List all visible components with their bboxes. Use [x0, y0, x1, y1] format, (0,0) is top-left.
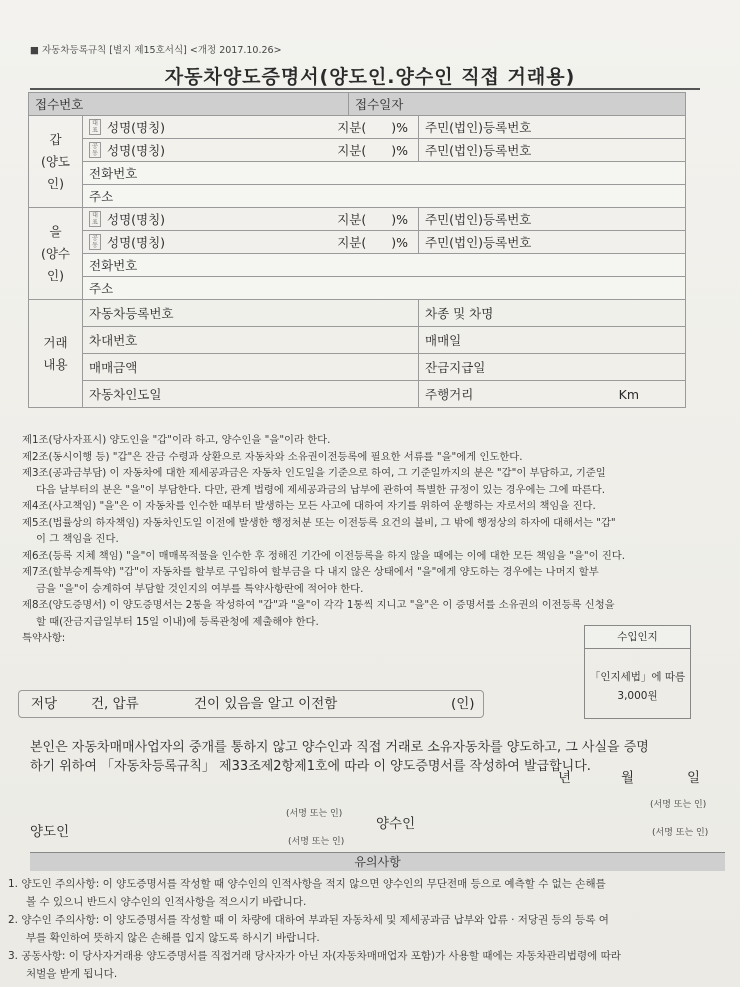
transferor-label-text: 갑 (양도인): [40, 131, 71, 191]
rep-tag: 대표: [89, 119, 101, 135]
pct-label: )%: [391, 212, 408, 227]
pct-label: )%: [391, 120, 408, 135]
note-2: 2. 양수인 주의사항: 이 양도증명서를 작성할 때 이 차량에 대하여 부과된 자동차세 및 제세공과금 납부와 압류 · 저당권 등의 등록 여: [8, 914, 609, 926]
transaction-label: [29, 300, 83, 408]
share-label: 지분(: [337, 212, 367, 227]
share-field: [337, 233, 412, 251]
sign-hint-left-1: (서명 또는 인): [286, 809, 343, 819]
transferor-address-cell[interactable]: 주소: [83, 185, 686, 208]
share-label: 지분(: [337, 143, 367, 158]
transferee-name2-cell[interactable]: [83, 231, 419, 254]
sign-hint-right-1: (서명 또는 인): [650, 800, 707, 810]
statement-line1: 본인은 자동차매매사업자의 중개를 통하지 않고 양수인과 직접 거래로 소유자동차를 양도하고, 그 사실을 증명: [30, 740, 649, 755]
transferor-phone-cell[interactable]: 전화번호: [83, 162, 686, 185]
transferor-phone-row: [29, 162, 686, 185]
stamp-title: 수입인지: [585, 626, 690, 649]
share-field: [337, 118, 412, 136]
special-text-c: 건이 있음을 알고 이전함: [194, 696, 338, 712]
statement-block: [30, 738, 710, 776]
sign-hint-left-2: (서명 또는 인): [288, 837, 345, 847]
transferor-name1-row: [29, 116, 686, 139]
share-label: 지분(: [337, 120, 367, 135]
receipt-no-label: 접수번호: [29, 93, 349, 116]
notes-title-bar: [30, 852, 725, 871]
statement-line2: 하기 위하여 「자동차등록규칙」 제33조제2항제1호에 따라 이 양도증명서를 작성하여 발급합니다.: [30, 759, 591, 774]
transferor-name2-cell[interactable]: [83, 139, 419, 162]
transferee-name1-cell[interactable]: [83, 208, 419, 231]
transferor-address-row: [29, 185, 686, 208]
date-day[interactable]: 일: [687, 770, 701, 786]
clause-5: 제5조(법률상의 하자책임) 자동차인도일 이전에 발생한 행정처분 또는 이전등록 요건의 불비, 그 밖에 행정상의 하자에 대해서는 "갑": [22, 516, 616, 529]
notes-block: [8, 875, 733, 983]
joint-tag: 공동: [89, 234, 101, 250]
clause-2: 제2조(동시이행 등) "갑"은 잔금 수령과 상환으로 자동차와 소유권이전등록에 필요한 서류를 "을"에게 인도한다.: [22, 450, 523, 463]
mileage-label: 주행거리: [425, 387, 474, 402]
transaction-row-2: [29, 327, 686, 354]
transferee-reg1-cell[interactable]: 주민(법인)등록번호: [419, 208, 686, 231]
clause-6: 제6조(등록 지체 책임) "을"이 매매목적물을 인수한 후 정해진 기간에 이전등록을 하지 않을 때에는 이에 대한 모든 책임을 "을"이 진다.: [22, 549, 626, 562]
mileage-unit: Km: [618, 386, 639, 402]
balance-date-cell[interactable]: 잔금지급일: [419, 354, 686, 381]
pct-label: )%: [391, 143, 408, 158]
clause-7-cont: 금을 "을"이 승계하여 부담할 것인지의 여부를 특약사항란에 적어야 한다.: [36, 582, 364, 595]
transferee-address-cell[interactable]: 주소: [83, 277, 686, 300]
transferee-address-row: [29, 277, 686, 300]
share-field: [337, 210, 412, 228]
share-label: 지분(: [337, 235, 367, 250]
share-field: [337, 141, 412, 159]
notes-title: 유의사항: [354, 855, 401, 869]
transaction-row-3: [29, 354, 686, 381]
pct-label: )%: [391, 235, 408, 250]
transferor-sign-label: 양도인: [30, 824, 70, 840]
delivery-date-cell[interactable]: 자동차인도일: [83, 381, 419, 408]
transferor-reg1-cell[interactable]: 주민(법인)등록번호: [419, 116, 686, 139]
revenue-stamp-box: [584, 625, 691, 719]
amount-cell[interactable]: 매매금액: [83, 354, 419, 381]
vin-cell[interactable]: 차대번호: [83, 327, 419, 354]
transaction-label-text: 거래 내용: [43, 334, 68, 372]
transaction-row-1: [29, 300, 686, 327]
form-header: ■ 자동차등록규칙 [별지 제15호서식] <개정 2017.10.26>: [30, 45, 282, 56]
special-text-d: (인): [451, 696, 475, 712]
clause-8: 제8조(양도증명서) 이 양도증명서는 2통을 작성하여 "갑"과 "을"이 각각 1통씩 지니고 "을"은 이 증명서를 소유권의 이전등록 신청을: [22, 599, 615, 611]
clause-7: 제7조(할부승계특약) "갑"이 자동차를 할부로 구입하여 할부금을 다 내지 않은 상태에서 "을"에게 양도하는 경우에는 나머지 할부: [22, 566, 599, 578]
form-table: [28, 92, 686, 408]
transferor-label: [29, 116, 83, 208]
mileage-cell[interactable]: [419, 381, 686, 408]
transferor-name2-row: [29, 139, 686, 162]
special-label: 특약사항:: [22, 632, 66, 644]
joint-tag: 공동: [89, 142, 101, 158]
clause-1: 제1조(당사자표시) 양도인을 "갑"이라 하고, 양수인을 "을"이라 한다.: [22, 434, 331, 446]
transferee-name1-row: [29, 208, 686, 231]
date-year[interactable]: 년: [558, 770, 572, 786]
transferee-phone-row: [29, 254, 686, 277]
date-month[interactable]: 월: [621, 770, 635, 786]
transferor-reg2-cell[interactable]: 주민(법인)등록번호: [419, 139, 686, 162]
trade-date-cell[interactable]: 매매일: [419, 327, 686, 354]
transferor-name1-cell[interactable]: [83, 116, 419, 139]
special-text-a: 저당: [31, 696, 58, 712]
note-2-cont: 부를 확인하여 뜻하지 않은 손해를 입지 않도록 하시기 바랍니다.: [26, 932, 320, 944]
clause-3: 제3조(공과금부담) 이 자동차에 대한 제세공과금은 자동차 인도일을 기준으로 하여, 그 기준일까지의 분은 "갑"이 부담하고, 기준일: [22, 467, 606, 479]
stamp-line1: 「인지세법」에 따름: [589, 671, 686, 683]
transferee-label: [29, 208, 83, 300]
transferee-reg2-cell[interactable]: 주민(법인)등록번호: [419, 231, 686, 254]
field-label: 성명(명칭): [107, 143, 166, 158]
clause-3-cont: 다음 날부터의 분은 "을"이 부담한다. 다만, 관계 법령에 제세공과금의 납부에 관하여 특별한 규정이 있는 경우에는 그에 따른다.: [36, 483, 605, 496]
transaction-row-4: [29, 381, 686, 408]
field-label: 성명(명칭): [107, 235, 166, 250]
note-3: 3. 공동사항: 이 당사자거래용 양도증명서를 직접거래 당사자가 아닌 자(자동차매매업자 포함)가 사용할 때에는 자동차관리법령에 따라: [8, 950, 621, 962]
sign-hint-right-2: (서명 또는 인): [652, 828, 709, 838]
field-label: 성명(명칭): [107, 120, 166, 135]
title-divider: [30, 88, 700, 90]
special-text-b: 건, 압류: [91, 696, 139, 712]
document-title: 자동차양도증명서(양도인.양수인 직접 거래용): [164, 66, 576, 88]
note-3-cont: 처벌을 받게 됩니다.: [26, 968, 118, 980]
note-1: 1. 양도인 주의사항: 이 양도증명서를 작성할 때 양수인의 인적사항을 적지 않으면 양수인의 무단전매 등으로 예측할 수 없는 손해를: [8, 878, 606, 890]
field-label: 성명(명칭): [107, 212, 166, 227]
clauses-block: [22, 432, 712, 647]
stamp-line2: 3,000원: [617, 690, 658, 702]
transferee-phone-cell[interactable]: 전화번호: [83, 254, 686, 277]
model-cell[interactable]: 차종 및 차명: [419, 300, 686, 327]
transferee-name2-row: [29, 231, 686, 254]
vehicle-reg-no-cell[interactable]: 자동차등록번호: [83, 300, 419, 327]
receipt-row: [29, 93, 686, 116]
clause-8-cont: 할 때(잔금지급일부터 15일 이내)에 등록관청에 제출해야 한다.: [36, 615, 319, 628]
transferee-label-text: 을 (양수인): [40, 223, 71, 283]
clause-4: 제4조(사고책임) "을"은 이 자동차를 인수한 때부터 발생하는 모든 사고에 대하여 자기를 위하여 운행하는 자로서의 책임을 진다.: [22, 500, 596, 512]
clause-5-cont: 이 그 책임을 진다.: [36, 533, 119, 545]
special-terms-field[interactable]: [18, 690, 484, 718]
transferee-sign-label: 양수인: [376, 816, 416, 832]
rep-tag: 대표: [89, 211, 101, 227]
note-1-cont: 볼 수 있으니 반드시 양수인의 인적사항을 적으시기 바랍니다.: [26, 896, 307, 908]
receipt-date-label: 접수일자: [349, 93, 686, 116]
